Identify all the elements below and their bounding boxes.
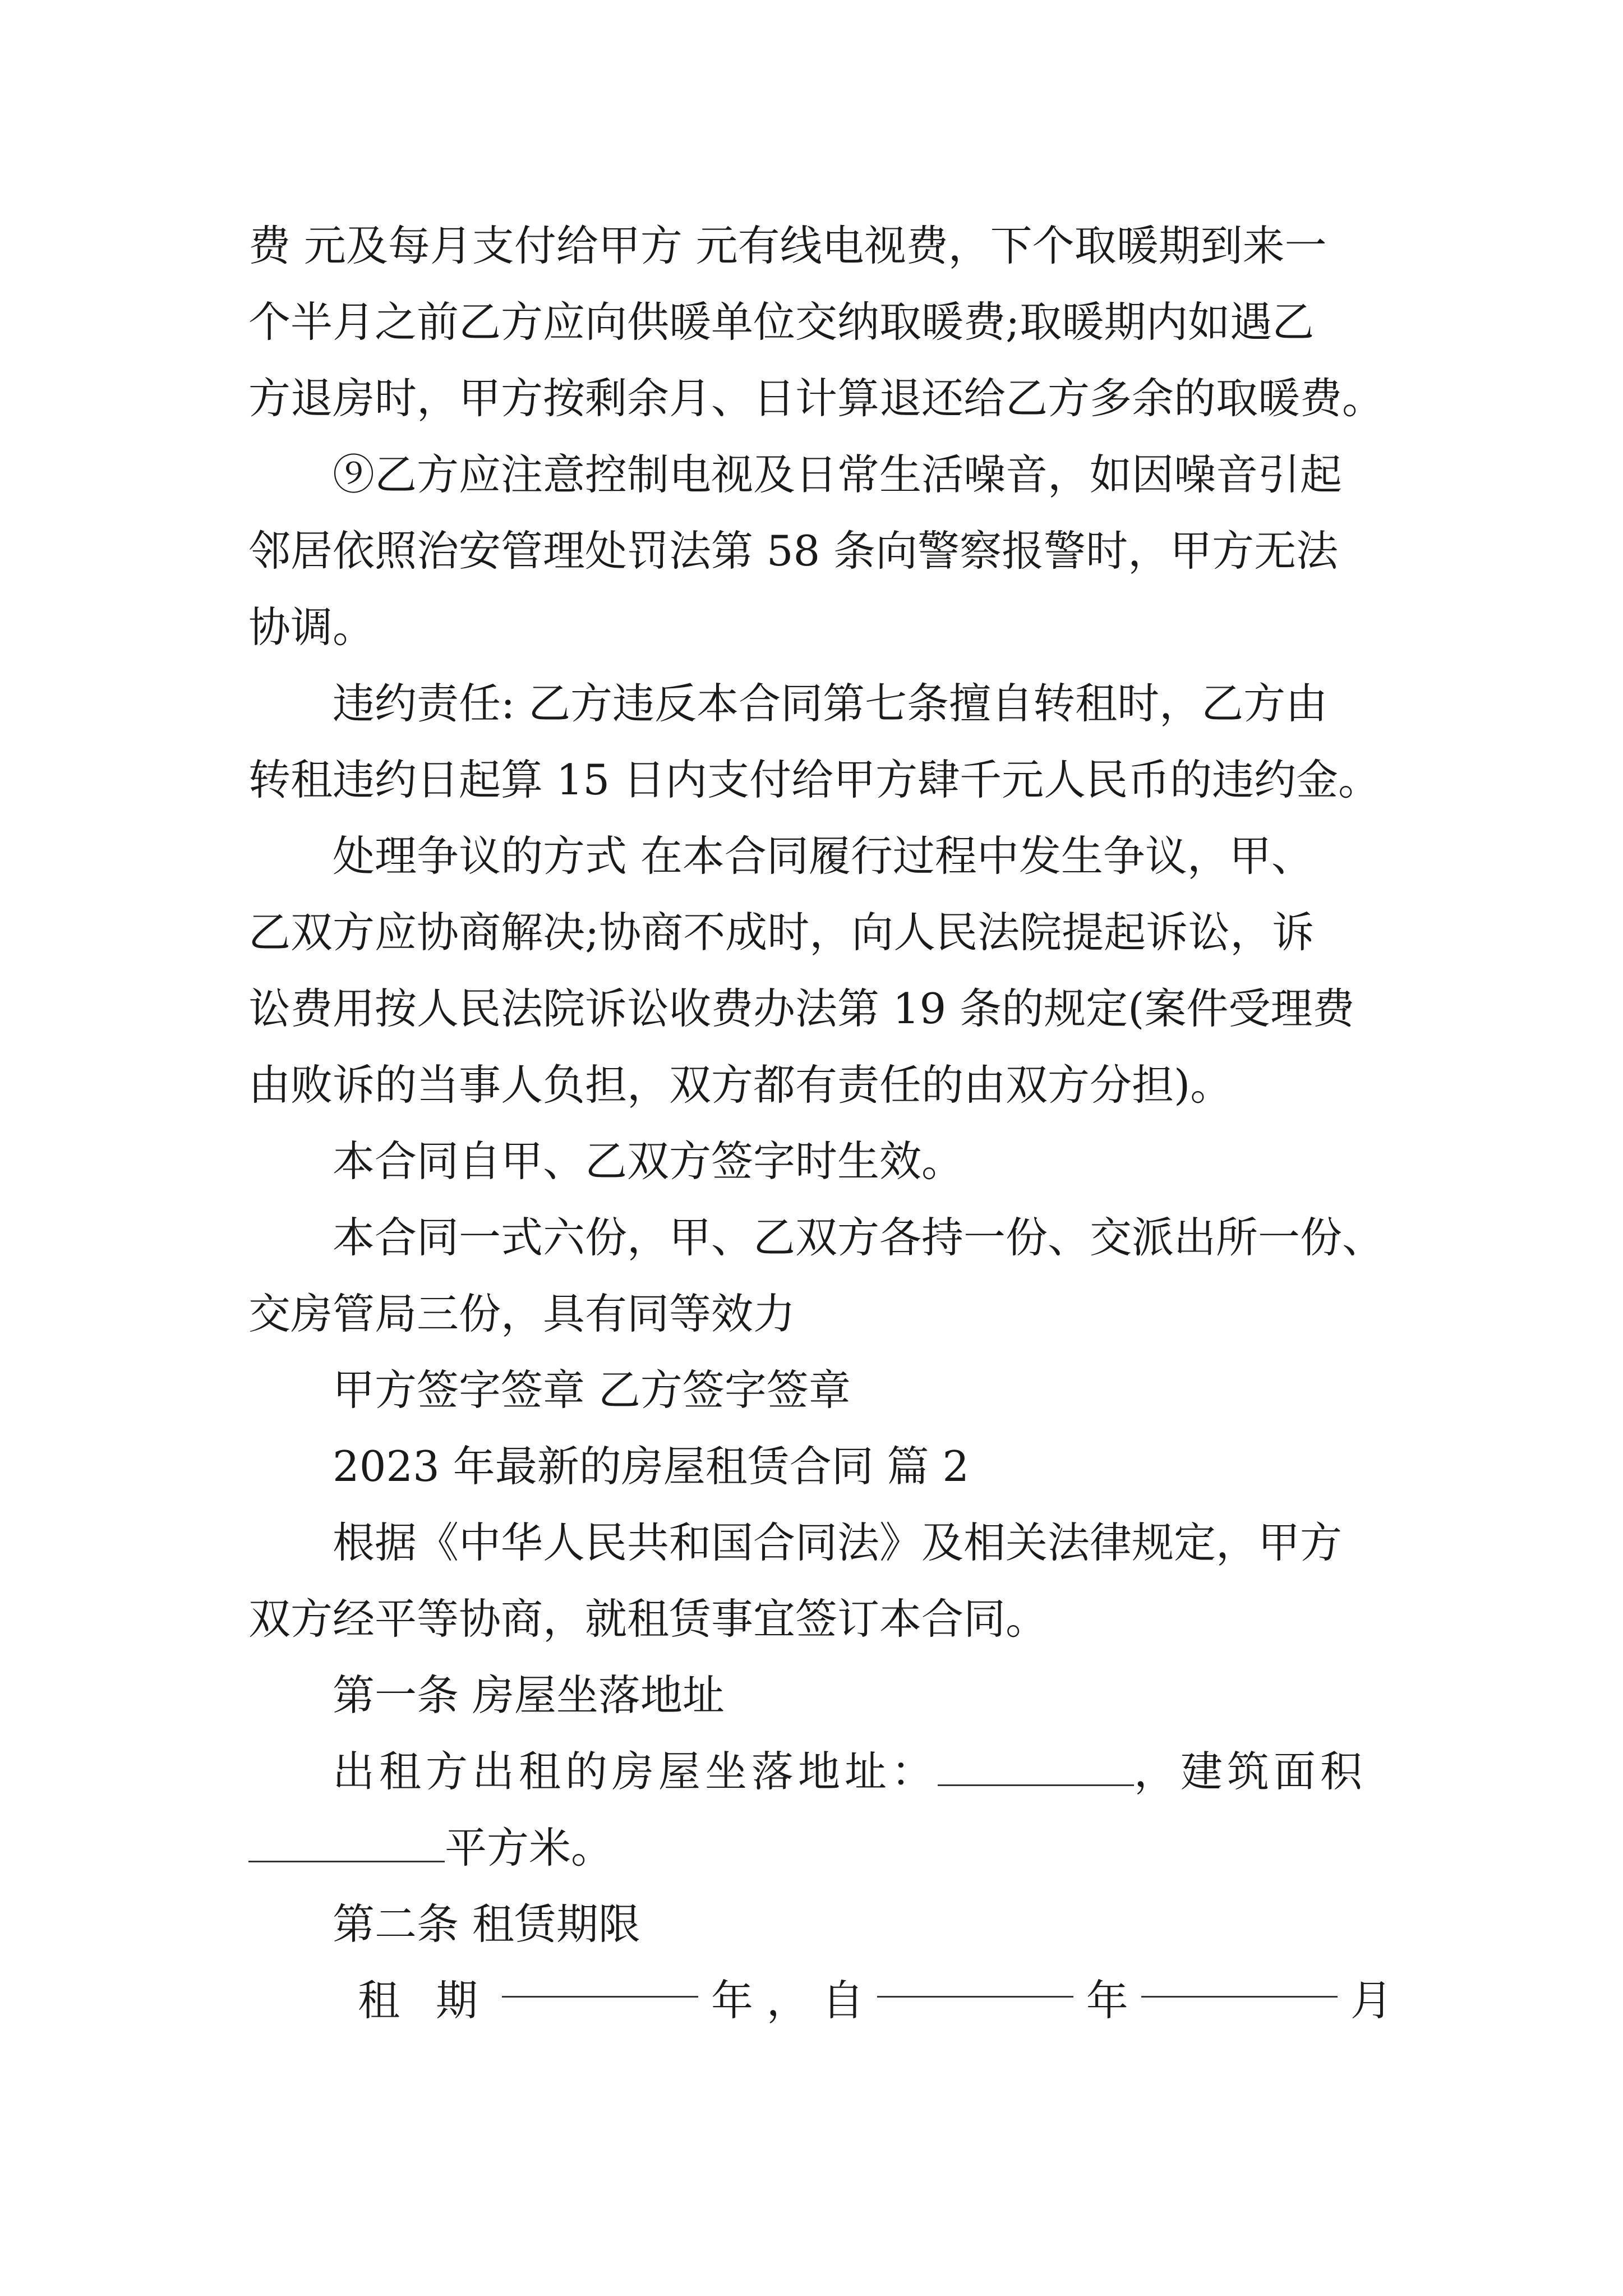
text-line: 双方经平等协商，就租赁事宜签订本合同。 (248, 1594, 1048, 1644)
text-line: 讼费用按人民法院诉讼收费办法第 19 条的规定(案件受理费 (248, 984, 1355, 1033)
text-line: 邻居依照治安管理处罚法第 58 条向警察报警时，甲方无法 (248, 526, 1339, 576)
text-line: 本合同一式六份，甲、乙双方各持一份、交派出所一份、 (333, 1213, 1385, 1262)
month-label: 月 (1350, 1976, 1393, 2025)
text-line: 乙双方应协商解决;协商不成时，向人民法院提起诉讼，诉 (248, 908, 1315, 957)
term-from-label: 年 ， 自 (711, 1976, 864, 2025)
text-line: 处理争议的方式 在本合同履行过程中发生争议，甲、 (333, 831, 1313, 881)
text-line: 由败诉的当事人负担，双方都有责任的由双方分担)。 (248, 1060, 1233, 1110)
article-heading: 第一条 房屋坐落地址 (333, 1671, 725, 1720)
area-blank[interactable] (248, 1827, 445, 1862)
document-body (248, 208, 1393, 2039)
term-label: 租 期 (358, 1976, 489, 2025)
text-line: 个半月之前乙方应向供暖单位交纳取暖费;取暖期内如遇乙 (248, 297, 1315, 347)
section-heading: 2023 年最新的房屋租赁合同 篇 2 (333, 1442, 970, 1491)
text-line: 协调。 (248, 602, 375, 652)
area-line (248, 1810, 1393, 1886)
start-month-blank[interactable] (1141, 1962, 1338, 1998)
year-label: 年 (1086, 1976, 1128, 2025)
text-line: ⑨乙方应注意控制电视及日常生活噪音，如因噪音引起 (333, 450, 1343, 499)
article-heading: 第二条 租赁期限 (333, 1899, 640, 1949)
text-line: 转租违约日起算 15 日内支付给甲方肆千元人民币的违约金。 (248, 755, 1381, 804)
text-line: 本合同自甲、乙双方签字时生效。 (333, 1137, 964, 1186)
signature-line: 甲方签字签章 乙方签字签章 (333, 1365, 851, 1415)
text-line: 方退房时，甲方按剩余月、日计算退还给乙方多余的取暖费。 (248, 374, 1385, 423)
text-line: 违约责任: 乙方违反本合同第七条擅自转租时，乙方由 (333, 679, 1328, 728)
area-label: ，建筑面积 (1134, 1747, 1367, 1796)
term-years-blank[interactable] (502, 1962, 698, 1998)
text-line: 交房管局三份，具有同等效力 (248, 1289, 796, 1338)
start-year-blank[interactable] (877, 1962, 1073, 1998)
address-blank[interactable] (938, 1751, 1134, 1786)
text-line: 根据《中华人民共和国合同法》及相关法律规定，甲方 (333, 1518, 1343, 1567)
text-line: 费 元及每月支付给甲方 元有线电视费，下个取暖期到来一 (248, 221, 1327, 270)
term-line (248, 1962, 1393, 2039)
address-line (248, 1733, 1393, 1810)
area-unit: 平方米。 (445, 1823, 614, 1872)
address-label: 出租方出租的房屋坐落地址： (333, 1747, 938, 1796)
